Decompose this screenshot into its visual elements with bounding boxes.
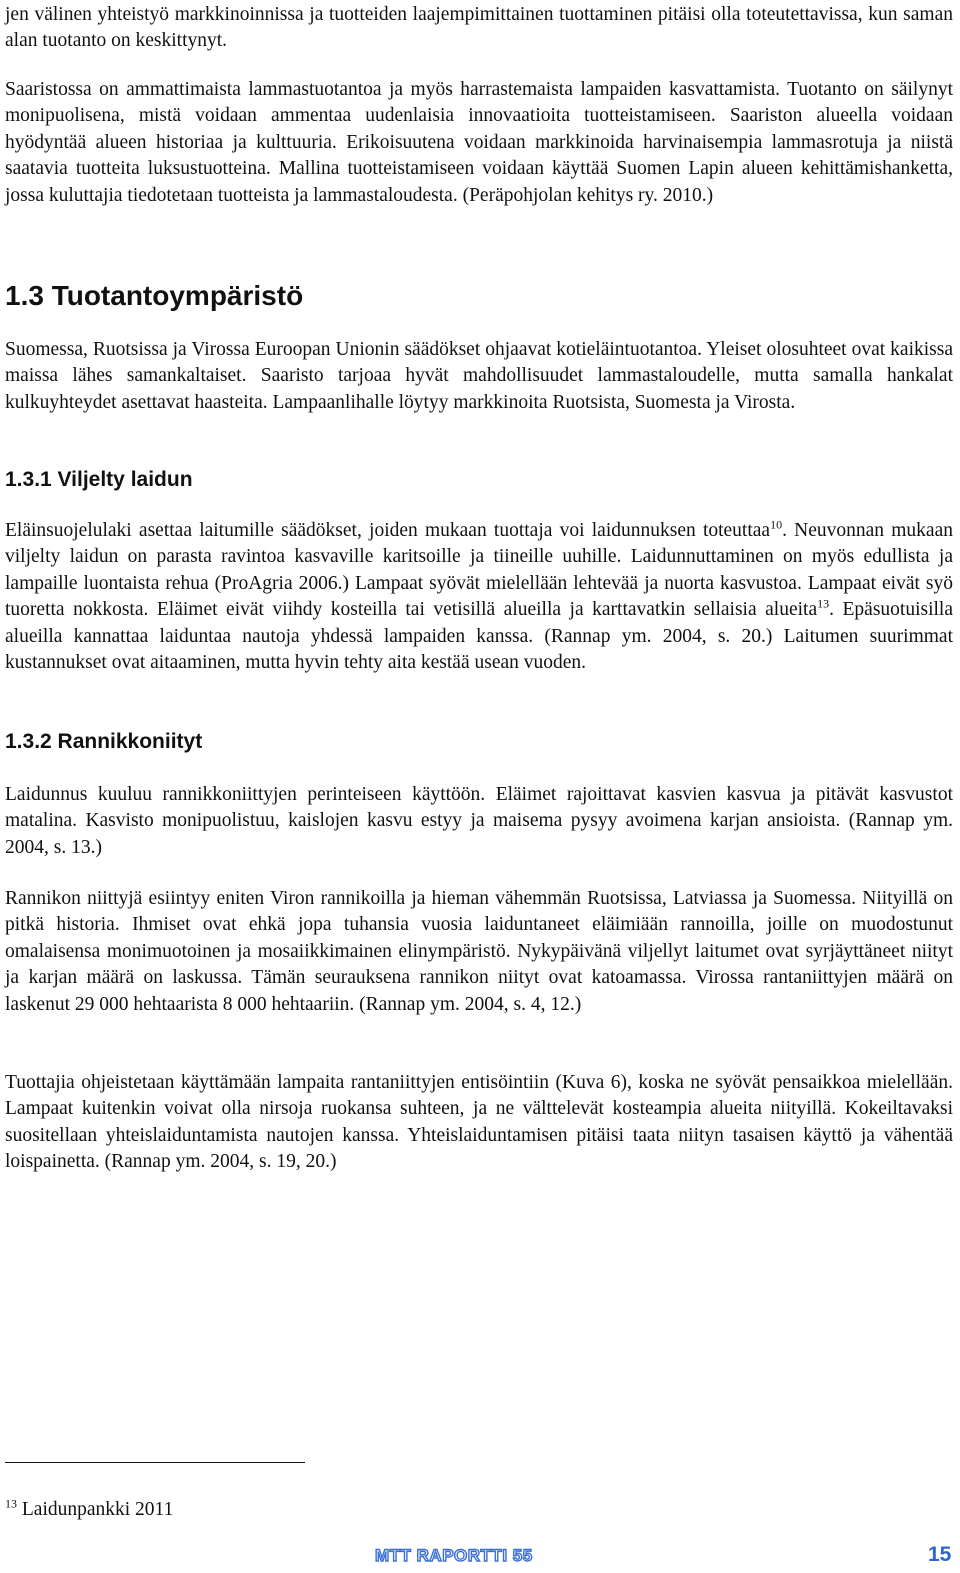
paragraph-text-part: . Epäsuotuisilla alueilla kannattaa laiduntaa nautoja yhdessä lampaiden kanssa. (Rannap ym. 2004, s. 20.) Laitumen suurimmat kustannukset ovat aitaaminen, mutta hyvin tehty aita kestää usean vuoden.	[5, 599, 953, 674]
paragraph-coastal-meadows-history: Rannikon niittyjä esiintyy eniten Viron rannikoilla ja hieman vähemmän Ruotsissa, Latviassa ja Suomessa. Niityillä on pitkä historia. Ihmiset ovat ehkä jopa tuhansia vuosia laiduntaneet eläimiään rannoilla, joille on muodostunut omalaisensa monimuotoinen ja mosaiikkimainen elinympäristö. Nykypäivänä viljellyt laitumet ovat syrjäyttäneet niityt ja karjan määrä on laskussa. Tämän seurauksena rannikon niityt ovat katoamassa. Virossa rantaniittyjen määrä on laskenut 29 000 hehtaarista 8 000 hehtaariin. (Rannap ym. 2004, s. 4, 12.)	[5, 888, 953, 1015]
subsection-heading-1-3-1: 1.3.1 Viljelty laidun	[5, 468, 193, 491]
footnote-separator	[5, 1462, 305, 1463]
footnote-reference-superscript: 13	[817, 596, 830, 611]
footer-report-series: MTT RAPORTTI 55	[375, 1546, 533, 1565]
paragraph-production-environment: Suomessa, Ruotsissa ja Virossa Euroopan Unionin säädökset ohjaavat kotieläintuotantoa. Yleiset olosuhteet ovat kaikissa maissa lähes samankaltaiset. Saaristo tarjoaa hyvät mahdollisuudet lammastaloudelle, mutta samalla hankalat kulkuyhteydet asettavat haasteita. Lampaanlihalle löytyy markkinoita Ruotsista, Suomesta ja Virosta.	[5, 339, 953, 413]
section-heading-1-3: 1.3 Tuotantoympäristö	[5, 280, 304, 311]
paragraph-text-part: . Neuvonnan mukaan viljelty laidun on parasta ravintoa kasvaville karitsoille ja tiineille uuhille. Laidunnuttaminen on myös edullista ja lampaille luontaista rehua (ProAgria 2006.) Lampaat syövät mielellään lehtevää ja nuorta kasvustoa. Lampaat eivät syö tuoretta nokkosta. Eläimet eivät viihdy kosteilla tai vetisillä alueilla ja karttavatkin sellaisia alueita	[5, 520, 953, 621]
footnote-text: Laidunpankki 2011	[17, 1499, 174, 1520]
paragraph-text-part: Eläinsuojelulaki asettaa laitumille säädökset, joiden mukaan tuottaja voi laidunnuksen toteuttaa	[5, 520, 771, 541]
footnote-number: 13	[5, 1496, 17, 1511]
subsection-heading-1-3-2: 1.3.2 Rannikkoniityt	[5, 730, 203, 753]
reference-superscript: 10	[770, 517, 783, 532]
paragraph-cultivated-pasture	[5, 518, 953, 676]
footnote	[5, 1497, 173, 1523]
paragraph-intro-continued: jen välinen yhteistyö markkinoinnissa ja tuotteiden laajempimittainen tuottaminen pitäisi olla toteutettavissa, kun saman alan tuotanto on keskittynyt.	[5, 4, 953, 52]
footer-page-number: 15	[928, 1543, 952, 1566]
paragraph-saaristo-production: Saaristossa on ammattimaista lammastuotantoa ja myös harrastemaista lampaiden kasvattamista. Tuotanto on säilynyt monipuolisena, mistä voidaan ammentaa uudenlaisia innovaatioita tuotteistamiseen. Saariston alueella voidaan hyödyntää alueen historiaa ja kulttuuria. Erikoisuutena voidaan markkinoida harvinaisempia lammasrotuja ja niistä saatavia tuotteita luksustuotteina. Mallina tuotteistamiseen voidaan käyttää Suomen Lapin alueen kehittämishanketta, jossa kuluttajia tiedotetaan tuotteista ja lammastaloudesta. (Peräpohjolan kehitys ry. 2010.)	[5, 79, 953, 206]
paragraph-coastal-meadows-grazing: Laidunnus kuuluu rannikkoniittyjen perinteiseen käyttöön. Eläimet rajoittavat kasvien kasvua ja pitävät kasvustot matalina. Kasvisto monipuolistuu, kaislojen kasvu estyy ja maisema pysyy avoimena karjan ansioista. (Rannap ym. 2004, s. 13.)	[5, 784, 953, 858]
paragraph-meadow-restoration: Tuottajia ohjeistetaan käyttämään lampaita rantaniittyjen entisöintiin (Kuva 6), koska ne syövät pensaikkoa mielellään. Lampaat kuitenkin voivat olla nirsoja ruokansa suhteen, ja ne välttelevät kosteampia alueita niityillä. Kokeiltavaksi suositellaan yhteislaiduntamista nautojen kanssa. Yhteislaiduntamisen pitäisi taata niityn tasaisen käyttö ja vähentää loispainetta. (Rannap ym. 2004, s. 19, 20.)	[5, 1072, 953, 1173]
